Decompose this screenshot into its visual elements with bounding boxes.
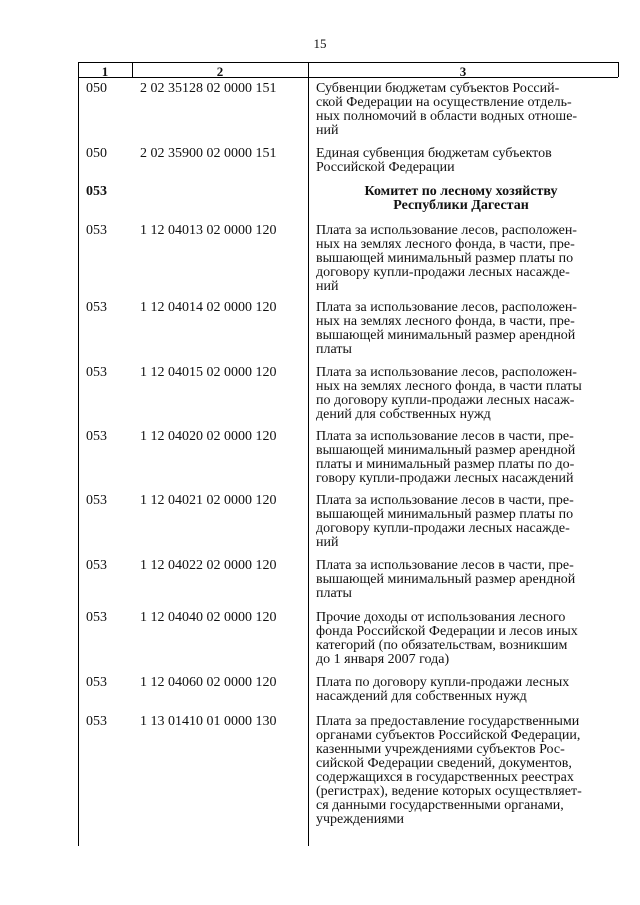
revenue-codes-table [78, 62, 618, 846]
revenue-code: 1 13 01410 01 0000 130 [140, 714, 277, 729]
revenue-description: Плата за использование лесов в части, пре- вышающей минимальный размер платы по договору купли-продажи лесных насажде- ний [316, 493, 574, 550]
revenue-code: 2 02 35900 02 0000 151 [140, 146, 277, 161]
page-number: 15 [313, 36, 327, 51]
admin-code: 053 [86, 610, 107, 625]
revenue-description: Плата за использование лесов, расположен- ных на землях лесного фонда, в части, пре- вышающей минимальный размер платы по договору купли-продажи лесных насажде- ний [316, 223, 577, 294]
revenue-description: Плата за использование лесов, расположен- ных на землях лесного фонда, в части, пре- вышающей минимальный размер арендной платы [316, 300, 577, 357]
revenue-description: Субвенции бюджетам субъектов Россий- ской Федерации на осуществление отдель- ных полномочий в области водных отноше- ний [316, 81, 578, 138]
admin-code: 053 [86, 184, 107, 199]
revenue-code: 1 12 04015 02 0000 120 [140, 365, 277, 380]
revenue-code: 1 12 04021 02 0000 120 [140, 493, 277, 508]
revenue-description: Плата по договору купли-продажи лесных насаждений для собственных нужд [316, 675, 570, 704]
revenue-code: 1 12 04013 02 0000 120 [140, 223, 277, 238]
revenue-description: Единая субвенция бюджетам субъектов Российской Федерации [316, 146, 552, 175]
column-border-right [618, 62, 619, 77]
revenue-code: 1 12 04060 02 0000 120 [140, 675, 277, 690]
revenue-code: 1 12 04014 02 0000 120 [140, 300, 277, 315]
column-border-left [78, 62, 79, 846]
section-heading: Комитет по лесному хозяйству Республики Дагестан [364, 184, 558, 213]
admin-code: 053 [86, 558, 107, 573]
admin-code: 053 [86, 675, 107, 690]
revenue-description: Плата за использование лесов, расположен- ных на землях лесного фонда, в части платы по договору купли-продажи лесных насаж- дений для собственных нужд [316, 365, 582, 422]
admin-code: 053 [86, 714, 107, 729]
revenue-code: 1 12 04022 02 0000 120 [140, 558, 277, 573]
admin-code: 053 [86, 300, 107, 315]
revenue-code: 1 12 04040 02 0000 120 [140, 610, 277, 625]
admin-code: 050 [86, 146, 107, 161]
revenue-description: Плата за использование лесов в части, пре- вышающей минимальный размер арендной платы и минимальный размер платы по до- говору купли-продажи лесных насаждений [316, 429, 576, 486]
revenue-description: Прочие доходы от использования лесного фонда Российской Федерации и лесов иных категорий (по обязательствам, возникшим до 1 января 2007 года) [316, 610, 578, 667]
header-col-2: 2 [216, 64, 224, 79]
revenue-description: Плата за использование лесов в части, пре- вышающей минимальный размер арендной платы [316, 558, 576, 601]
admin-code: 053 [86, 493, 107, 508]
revenue-code: 1 12 04020 02 0000 120 [140, 429, 277, 444]
header-col-1: 1 [101, 64, 109, 79]
header-col-3: 3 [459, 64, 467, 79]
admin-code: 053 [86, 429, 107, 444]
admin-code: 053 [86, 223, 107, 238]
admin-code: 050 [86, 81, 107, 96]
revenue-description: Плата за предоставление государственными органами субъектов Российской Федерации, казенными учреждениями субъектов Рос- сийской Федерации сведений, документов, содержащихся в государственных реестрах (регистрах), ведение которых осуществляет- ся данными государственными органами, учреждениями [316, 714, 582, 827]
admin-code: 053 [86, 365, 107, 380]
column-border-2-3 [308, 62, 309, 846]
table-top-border [78, 62, 618, 63]
revenue-code: 2 02 35128 02 0000 151 [140, 81, 277, 96]
